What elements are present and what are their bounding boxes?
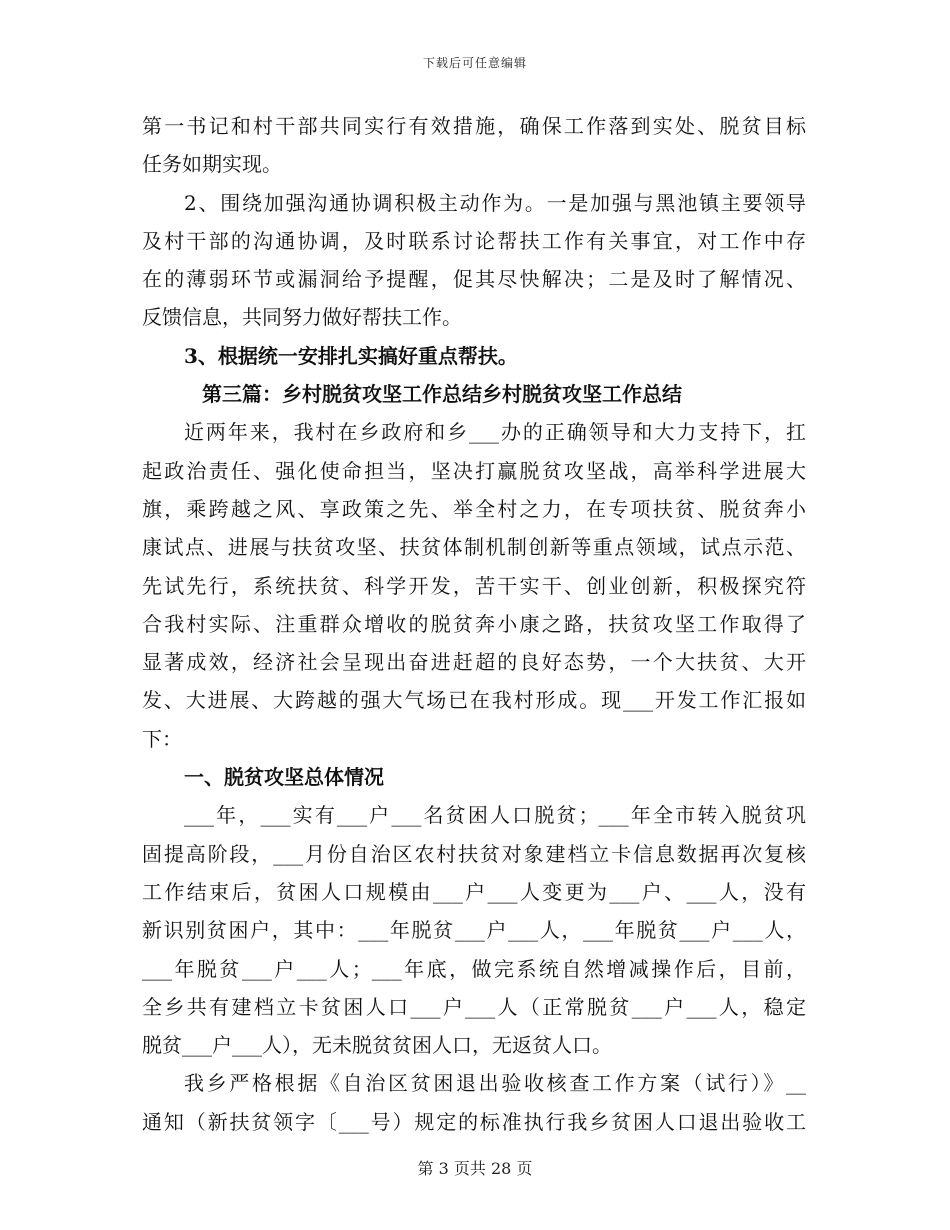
paragraph-line: 固提高阶段，___月份自治区农村扶贫对象建档立卡信息数据再次复核 [142, 841, 806, 866]
paragraph-line: 起政治责任、强化使命担当，坚决打赢脱贫攻坚战，高举科学进展大 [142, 458, 806, 483]
paragraph-line: 第一书记和村干部共同实行有效措施，确保工作落到实处、脱贫目标 [142, 114, 806, 138]
paragraph-line: ___年，___实有___户___名贫困人口脱贫；___年全市转入脱贫巩 [184, 803, 806, 828]
bold-heading: 3、根据统一安排扎实搞好重点帮扶。 [184, 343, 518, 368]
paragraph-line: 合我村实际、注重群众增收的脱贫奔小康之路，扶贫攻坚工作取得了 [142, 611, 806, 636]
paragraph-line: 新识别贫困户，其中：___年脱贫___户___人，___年脱贫___户___人， [142, 918, 806, 943]
paragraph-line: 在的薄弱环节或漏洞给予提醒，促其尽快解决；二是及时了解情况、 [142, 267, 806, 292]
document-body [142, 107, 806, 1141]
paragraph-line: 我乡严格根据《自治区贫困退出验收核查工作方案（试行）》__ [184, 1071, 806, 1096]
paragraph-line: 反馈信息，共同努力做好帮扶工作。 [142, 305, 462, 330]
paragraph-line: 通知（新扶贫领字〔___号）规定的标准执行我乡贫困人口退出验收工 [142, 1109, 806, 1134]
section-title: 第三篇：乡村脱贫攻坚工作总结乡村脱贫攻坚工作总结 [202, 382, 682, 407]
paragraph-line: ___年脱贫___户___人；___年底，做完系统自然增减操作后，目前， [142, 956, 806, 981]
paragraph-line: 旗，乘跨越之风、享政策之先、举全村之力，在专项扶贫、脱贫奔小 [142, 496, 806, 521]
subsection-heading: 一、脱贫攻坚总体情况 [184, 765, 384, 790]
paragraph-line: 脱贫___户___人），无未脱贫贫困人口，无返贫人口。 [142, 1033, 612, 1058]
page-header: 下载后可任意编辑 [422, 56, 527, 70]
paragraph-line: 2、围绕加强沟通协调积极主动作为。一是加强与黑池镇主要领导 [184, 190, 806, 215]
paragraph-line: 发、大进展、大跨越的强大气场已在我村形成。现___开发工作汇报如 [142, 688, 806, 713]
paragraph-line: 先试先行，系统扶贫、科学开发，苦干实干、创业创新，积极探究符 [142, 573, 806, 598]
paragraph-line: 下： [142, 726, 182, 751]
page-footer: 第 3 页共 28 页 [417, 1159, 533, 1178]
paragraph-line: 显著成效，经济社会呈现出奋进赶超的良好态势，一个大扶贫、大开 [142, 650, 806, 675]
paragraph-line: 工作结束后，贫困人口规模由___户___人变更为___户、___人，没有 [142, 879, 806, 904]
paragraph-line: 康试点、进展与扶贫攻坚、扶贫体制机制创新等重点领域，试点示范、 [142, 535, 806, 560]
paragraph-line: 全乡共有建档立卡贫困人口___户___人（正常脱贫___户___人，稳定 [142, 994, 806, 1019]
paragraph-line: 近两年来，我村在乡政府和乡___办的正确领导和大力支持下，扛 [184, 420, 806, 445]
paragraph-line: 及村干部的沟通协调，及时联系讨论帮扶工作有关事宜，对工作中存 [142, 228, 806, 253]
paragraph-line: 任务如期实现。 [142, 152, 282, 177]
